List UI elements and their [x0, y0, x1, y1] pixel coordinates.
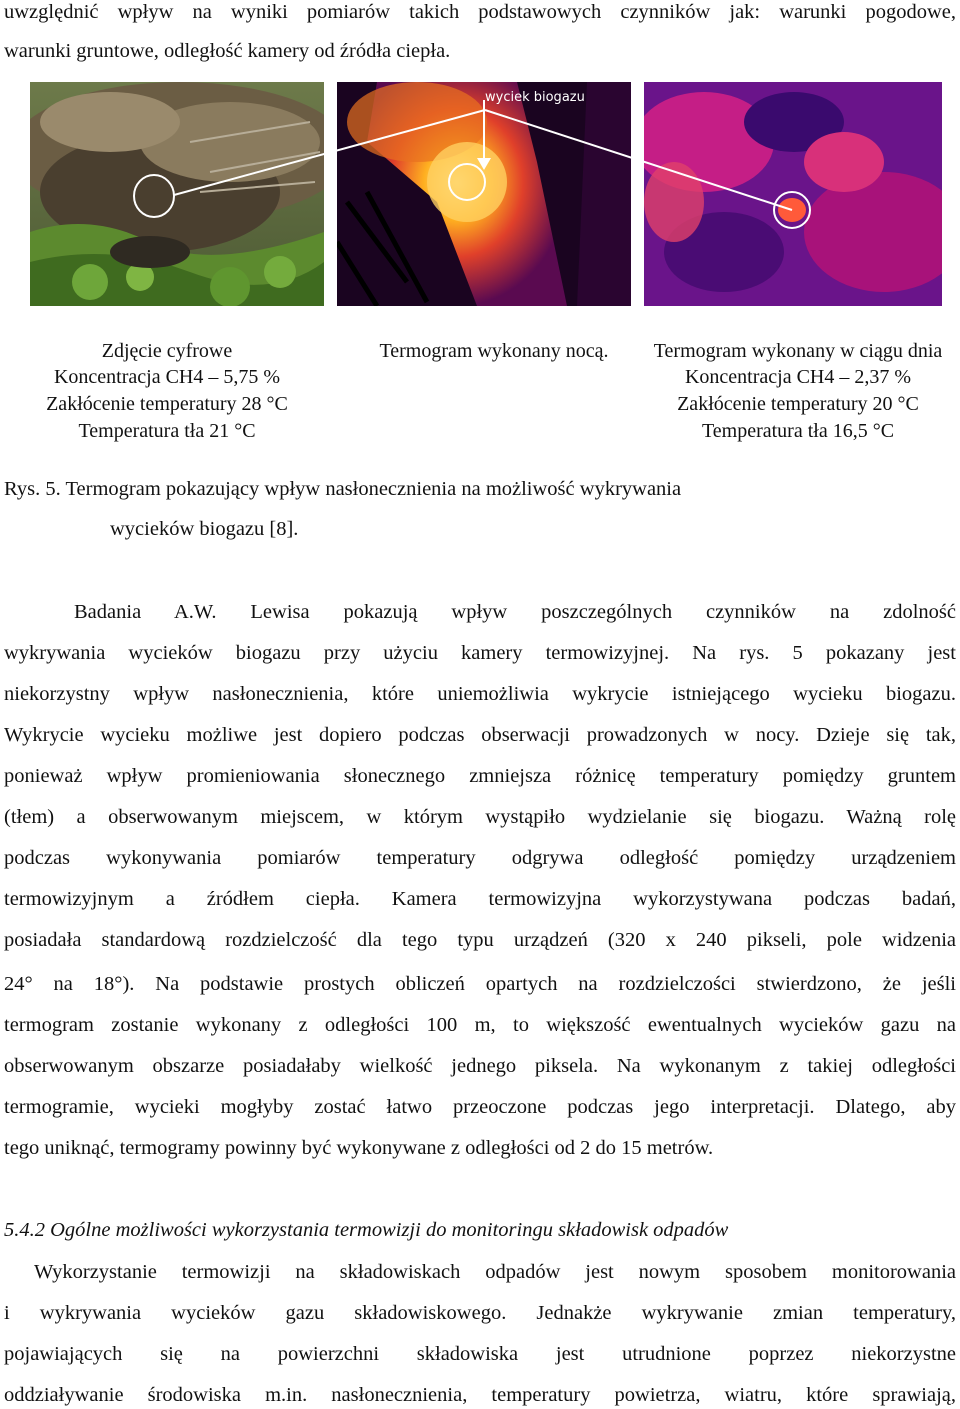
para1-line-12: obserwowanym obszarze posiadałaby wielkość jednego piksela. Na wykonanym z takiej odległości [4, 1055, 956, 1077]
intro-line-1: uwzględnić wpływ na wyniki pomiarów takich podstawowych czynników jak: warunki pogodowe, [4, 1, 956, 23]
intro-line-2: warunki gruntowe, odległość kamery od źródła ciepła. [4, 40, 451, 62]
para1-line-4: Wykrycie wycieku możliwe jest dopiero podczas obserwacji prowadzonych w nocy. Dzieje się tak, [4, 724, 956, 746]
figure-title: Rys. 5. Termogram pokazujący wpływ nasłonecznienia na możliwość wykrywania [4, 478, 682, 500]
caption-day-1: Termogram wykonany w ciągu dnia [653, 340, 943, 362]
para1-line-14: tego uniknąć, termogramy powinny być wykonywane z odległości od 2 do 15 metrów. [4, 1137, 714, 1159]
para1-line-2: wykrywania wycieków biogazu przy użyciu kamery termowizyjnej. Na rys. 5 pokazany jest [4, 642, 956, 664]
para1-line-6: (tłem) a obserwowanym miejscem, w którym wystąpiło wydzielanie się biogazu. Ważną rolę [4, 806, 956, 828]
section-heading: 5.4.2 Ogólne możliwości wykorzystania termowizji do monitoringu składowisk odpadów [4, 1219, 729, 1241]
para2-line-1: Wykorzystanie termowizji na składowiskach odpadów jest nowym sposobem monitorowania [34, 1261, 956, 1283]
caption-night: Termogram wykonany nocą. [379, 340, 609, 362]
figure-title-cont: wycieków biogazu [8]. [110, 518, 299, 540]
caption-photo-4: Temperatura tła 21 °C [78, 420, 256, 442]
connector-lines [0, 0, 960, 320]
para1-line-7: podczas wykonywania pomiarów temperatury odgrywa odległość pomiędzy urządzeniem [4, 847, 956, 869]
leak-annotation: wyciek biogazu [485, 90, 585, 105]
caption-photo-2: Koncentracja CH4 – 5,75 % [53, 366, 281, 388]
caption-day-2: Koncentracja CH4 – 2,37 % [684, 366, 912, 388]
caption-photo-3: Zakłócenie temperatury 28 °C [46, 393, 288, 415]
para2-line-2: i wykrywania wycieków gazu składowiskowego. Jednakże wykrywanie zmian temperatury, [4, 1302, 956, 1324]
para1-line-1: Badania A.W. Lewisa pokazują wpływ poszczególnych czynników na zdolność [74, 601, 956, 623]
para1-line-11: termogram zostanie wykonany z odległości 100 m, to większość ewentualnych wycieków gazu na [4, 1014, 956, 1036]
para1-line-5: ponieważ wpływ promieniowania słonecznego zmniejsza różnicę temperatury pomiędzy gruntem [4, 765, 956, 787]
caption-day-3: Zakłócenie temperatury 20 °C [677, 393, 919, 415]
caption-day-4: Temperatura tła 16,5 °C [701, 420, 895, 442]
para2-line-3: pojawiających się na powierzchni składowiska jest utrudnione poprzez niekorzystne [4, 1343, 956, 1365]
para1-line-3: niekorzystny wpływ nasłonecznienia, które uniemożliwia wykrycie istniejącego wycieku biogazu. [4, 683, 956, 705]
para1-line-8: termowizyjnym a źródłem ciepła. Kamera termowizyjna wykorzystywana podczas badań, [4, 888, 956, 910]
figure [0, 0, 960, 320]
para1-line-10: 24° na 18°). Na podstawie prostych obliczeń opartych na rozdzielczości stwierdzono, że jeśli [4, 973, 956, 995]
caption-photo-1: Zdjęcie cyfrowe [101, 340, 233, 362]
para2-line-4: oddziaływanie środowiska m.in. nasłonecznienia, temperatury powietrza, wiatru, które sprawiają, [4, 1384, 956, 1406]
para1-line-13: termogramie, wycieki mogłyby zostać łatwo przeoczone podczas jego interpretacji. Dlatego, aby [4, 1096, 956, 1118]
para1-line-9: posiadała standardową rozdzielczość dla tego typu urządzeń (320 x 240 pikseli, pole widzenia [4, 929, 956, 951]
